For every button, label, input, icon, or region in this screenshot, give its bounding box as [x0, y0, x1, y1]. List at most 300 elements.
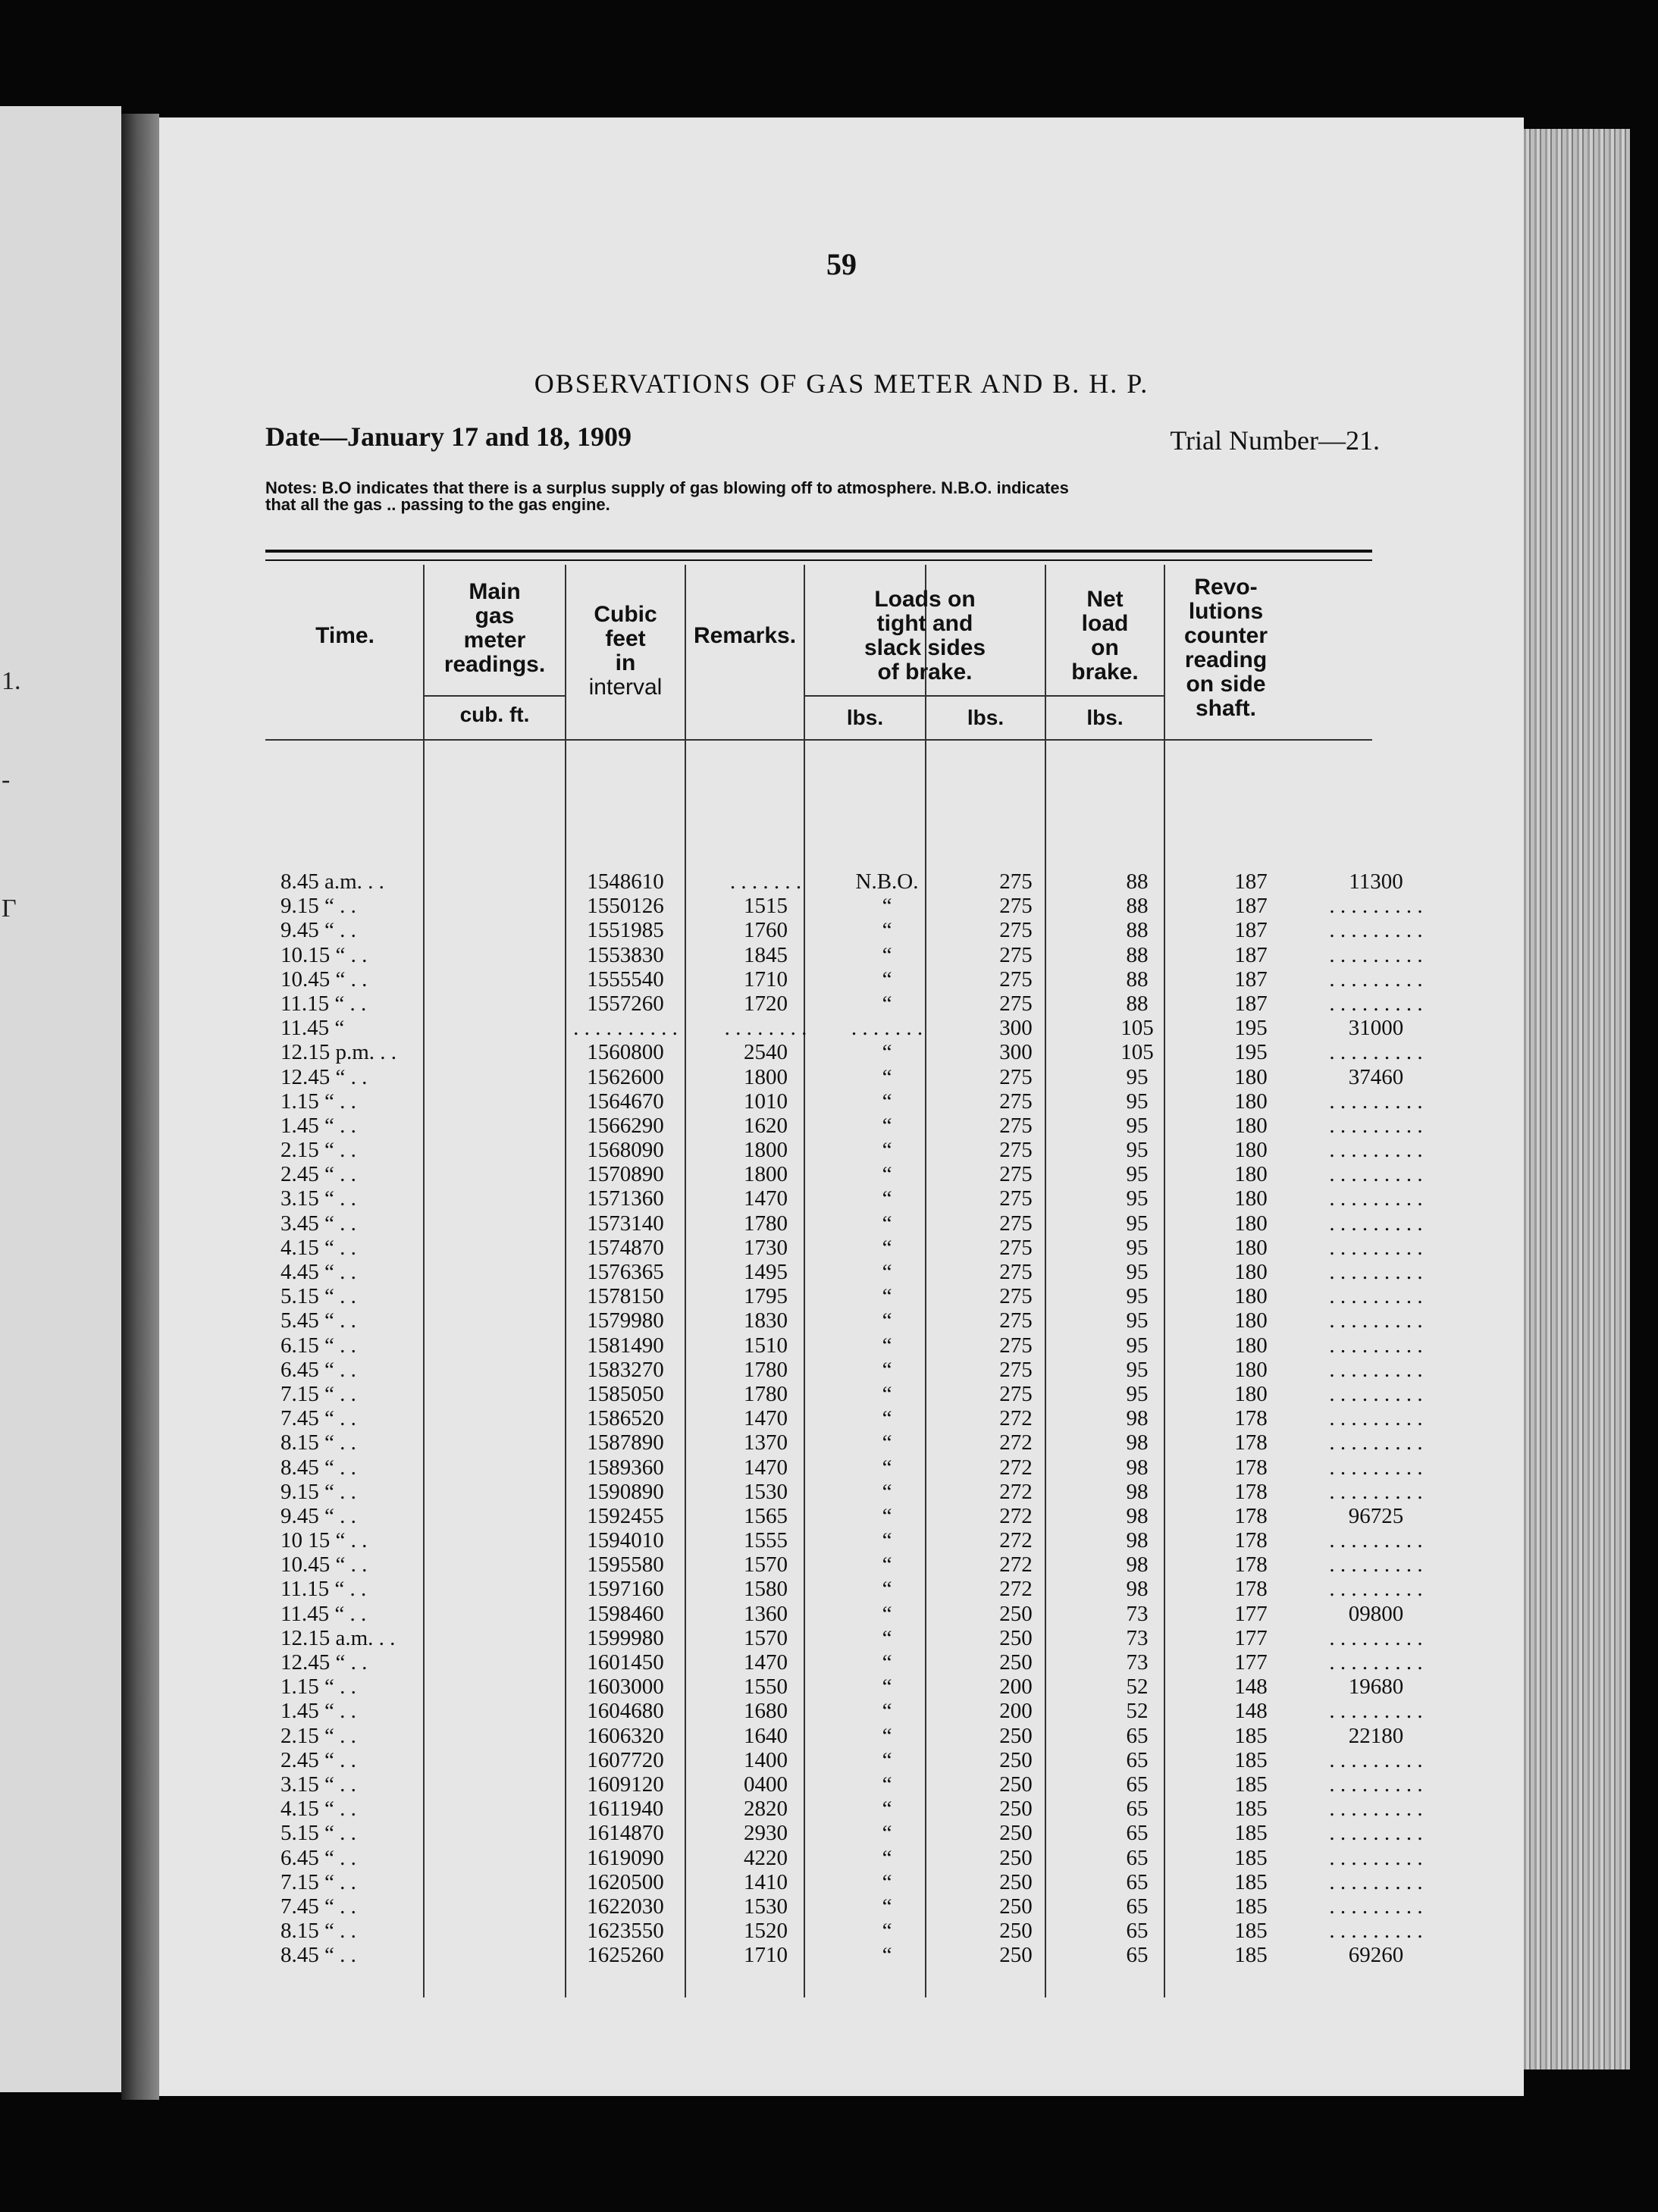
cell-meter: 1550126	[587, 894, 664, 919]
cell-cubic: 1720	[744, 991, 788, 1016]
cell-remarks: “	[882, 1333, 892, 1358]
cell-cubic: 1730	[744, 1235, 788, 1260]
cell-time: 1.15 “ . .	[281, 1089, 356, 1114]
cell-meter: 1578150	[587, 1284, 664, 1309]
table-row	[265, 1040, 1423, 1065]
left-page-fragment: 1.	[2, 667, 21, 695]
book-gutter	[121, 114, 159, 2100]
cell-slack: 65	[1126, 1869, 1149, 1894]
table-row	[265, 1260, 1423, 1284]
cell-net: 177	[1234, 1650, 1268, 1675]
cell-remarks: “	[882, 1260, 892, 1284]
cell-rev: . . . . . . . . .	[1329, 1381, 1423, 1406]
header-time: Time.	[315, 623, 375, 648]
cell-meter: 1548610	[587, 869, 664, 894]
cell-net: 178	[1234, 1430, 1268, 1455]
cell-tight: 275	[999, 1381, 1033, 1406]
cell-rev: . . . . . . . . .	[1329, 1333, 1423, 1358]
cell-time: 6.45 “ . .	[281, 1845, 356, 1870]
table-row	[265, 1528, 1423, 1553]
cell-slack: 105	[1120, 1040, 1154, 1065]
table-row	[265, 1577, 1423, 1602]
cell-time: 10 15 “ . .	[281, 1528, 368, 1553]
cell-remarks: “	[882, 1089, 892, 1114]
cell-rev: . . . . . . . . .	[1329, 1455, 1423, 1480]
header-loads: Loads on tight and slack sides of brake.	[863, 587, 986, 685]
cell-remarks: “	[882, 991, 892, 1016]
cell-remarks: “	[882, 1821, 892, 1846]
cell-time: 8.45 “ . .	[281, 1943, 356, 1968]
cell-meter: 1598460	[587, 1601, 664, 1626]
cell-cubic: 2820	[744, 1797, 788, 1822]
cell-time: 2.45 “ . .	[281, 1747, 356, 1772]
table-row	[265, 1284, 1423, 1309]
table-row	[265, 1064, 1404, 1089]
cell-time: 12.45 “ . .	[281, 1650, 368, 1675]
cell-net: 185	[1234, 1747, 1268, 1772]
cell-slack: 65	[1126, 1747, 1149, 1772]
cell-cubic: 1845	[744, 942, 788, 967]
cell-remarks: “	[882, 1040, 892, 1065]
cell-tight: 250	[999, 1747, 1033, 1772]
cell-rev: . . . . . . . . .	[1329, 1772, 1423, 1797]
table-row	[265, 1381, 1423, 1406]
cell-net: 178	[1234, 1577, 1268, 1602]
cell-rev: . . . . . . . . .	[1329, 1577, 1423, 1602]
cell-time: 8.45 a.m. . .	[281, 869, 384, 894]
cell-slack: 95	[1126, 1357, 1149, 1382]
cell-slack: 65	[1126, 1723, 1149, 1748]
cell-cubic: 1400	[744, 1747, 788, 1772]
cell-slack: 73	[1126, 1650, 1149, 1675]
cell-remarks: “	[882, 1919, 892, 1944]
cell-cubic: 1760	[744, 918, 788, 943]
table-row	[265, 1186, 1423, 1211]
cell-time: 4.15 “ . .	[281, 1797, 356, 1822]
cell-meter: 1589360	[587, 1455, 664, 1480]
table-top-rule	[265, 559, 1372, 561]
table-row	[265, 1845, 1423, 1870]
cell-tight: 275	[999, 1138, 1033, 1163]
trial-date: Date—January 17 and 18, 1909	[265, 421, 632, 452]
cell-net: 180	[1234, 1284, 1268, 1309]
cell-net: 178	[1234, 1406, 1268, 1431]
header-remarks: Remarks.	[693, 623, 797, 648]
cell-cubic: 1780	[744, 1211, 788, 1236]
cell-time: 7.15 “ . .	[281, 1381, 356, 1406]
table-row	[265, 1333, 1423, 1358]
cell-net: 180	[1234, 1381, 1268, 1406]
cell-tight: 275	[999, 1211, 1033, 1236]
cell-remarks: “	[882, 1503, 892, 1528]
cell-cubic: 1800	[744, 1162, 788, 1187]
cell-tight: 272	[999, 1430, 1033, 1455]
table-row	[265, 1308, 1423, 1333]
cell-meter: 1625260	[587, 1943, 664, 1968]
cell-meter: 1604680	[587, 1699, 664, 1724]
cell-remarks: “	[882, 1479, 892, 1504]
table-row	[265, 1601, 1404, 1626]
cell-time: 4.15 “ . .	[281, 1235, 356, 1260]
cell-rev: . . . . . . . . .	[1329, 1138, 1423, 1163]
notes-line: that all the gas .. passing to the gas engine.	[265, 495, 610, 514]
cell-rev: . . . . . . . . .	[1329, 1162, 1423, 1187]
cell-tight: 275	[999, 1235, 1033, 1260]
header-revolutions: Revo- lutions counter reading on side shaft.	[1183, 575, 1268, 721]
cell-meter: 1562600	[587, 1064, 664, 1089]
cell-cubic: 4220	[744, 1845, 788, 1870]
cell-time: 2.15 “ . .	[281, 1723, 356, 1748]
table-row	[265, 1797, 1423, 1822]
cell-net: 187	[1234, 918, 1268, 943]
cell-net: 180	[1234, 1162, 1268, 1187]
cell-tight: 272	[999, 1406, 1033, 1431]
cell-time: 9.15 “ . .	[281, 1479, 356, 1504]
cell-meter: 1601450	[587, 1650, 664, 1675]
cell-rev: . . . . . . . . .	[1329, 1552, 1423, 1578]
cell-meter: 1607720	[587, 1747, 664, 1772]
cell-remarks: “	[882, 1308, 892, 1333]
cell-net: 187	[1234, 894, 1268, 919]
cell-time: 5.45 “ . .	[281, 1308, 356, 1333]
cell-slack: 73	[1126, 1601, 1149, 1626]
cell-net: 180	[1234, 1064, 1268, 1089]
cell-tight: 200	[999, 1699, 1033, 1724]
cell-meter: 1599980	[587, 1625, 664, 1650]
cell-rev: . . . . . . . . .	[1329, 1406, 1423, 1431]
cell-cubic: 0400	[744, 1772, 788, 1797]
cell-tight: 250	[999, 1821, 1033, 1846]
cell-tight: 275	[999, 1284, 1033, 1309]
cell-net: 187	[1234, 869, 1268, 894]
header-meter: Main gas meter readings.	[443, 579, 546, 677]
cell-cubic: 1830	[744, 1308, 788, 1333]
cell-meter: 1555540	[587, 967, 664, 992]
cell-tight: 275	[999, 991, 1033, 1016]
notes-line: Notes: B.O indicates that there is a surplus supply of gas blowing off to atmosphere. N.B.O. indicates	[265, 478, 1069, 497]
table-row	[265, 1455, 1423, 1480]
cell-meter: 1595580	[587, 1552, 664, 1578]
cell-remarks: “	[882, 1772, 892, 1797]
table-row	[265, 1552, 1423, 1578]
table-row	[265, 991, 1423, 1016]
cell-time: 11.15 “ . .	[281, 991, 367, 1016]
cell-cubic: 1550	[744, 1675, 788, 1700]
cell-meter: 1583270	[587, 1357, 664, 1382]
left-page-fragment: Г	[2, 895, 17, 923]
cell-remarks: “	[882, 1430, 892, 1455]
cell-cubic: 1570	[744, 1552, 788, 1578]
cell-slack: 98	[1126, 1430, 1149, 1455]
cell-meter: 1557260	[587, 991, 664, 1016]
cell-meter: 1614870	[587, 1821, 664, 1846]
cell-slack: 73	[1126, 1625, 1149, 1650]
header-meter-unit: cub. ft.	[459, 703, 530, 726]
cell-meter: 1586520	[587, 1406, 664, 1431]
cell-time: 8.15 “ . .	[281, 1919, 356, 1944]
cell-meter: 1623550	[587, 1919, 664, 1944]
document-page	[159, 117, 1524, 2096]
cell-net: 148	[1234, 1699, 1268, 1724]
cell-slack: 98	[1126, 1479, 1149, 1504]
cell-slack: 98	[1126, 1528, 1149, 1553]
cell-tight: 275	[999, 1357, 1033, 1382]
cell-remarks: “	[882, 1577, 892, 1602]
cell-cubic: 1010	[744, 1089, 788, 1114]
cell-tight: 300	[999, 1016, 1033, 1041]
table-row	[265, 869, 1403, 894]
cell-slack: 95	[1126, 1308, 1149, 1333]
cell-time: 3.45 “ . .	[281, 1211, 356, 1236]
cell-tight: 250	[999, 1845, 1033, 1870]
page-stack-edge	[1524, 129, 1630, 2069]
cell-rev: . . . . . . . . .	[1329, 1357, 1423, 1382]
cell-remarks: “	[882, 1699, 892, 1724]
cell-slack: 98	[1126, 1552, 1149, 1578]
cell-slack: 52	[1126, 1675, 1149, 1700]
cell-time: 4.45 “ . .	[281, 1260, 356, 1284]
cell-tight: 272	[999, 1528, 1033, 1553]
cell-time: 6.45 “ . .	[281, 1357, 356, 1382]
cell-cubic: 1470	[744, 1455, 788, 1480]
cell-rev: . . . . . . . . .	[1329, 1089, 1423, 1114]
cell-net: 185	[1234, 1869, 1268, 1894]
table-top-rule	[265, 550, 1372, 553]
cell-net: 177	[1234, 1625, 1268, 1650]
cell-slack: 88	[1126, 918, 1149, 943]
cell-meter: 1573140	[587, 1211, 664, 1236]
cell-cubic: . . . . . . . .	[724, 1016, 807, 1041]
cell-net: 180	[1234, 1138, 1268, 1163]
cell-time: 10.45 “ . .	[281, 967, 368, 992]
cell-remarks: “	[882, 1747, 892, 1772]
cell-net: 178	[1234, 1455, 1268, 1480]
cell-cubic: 1710	[744, 1943, 788, 1968]
cell-tight: 275	[999, 942, 1033, 967]
cell-tight: 250	[999, 1723, 1033, 1748]
cell-slack: 95	[1126, 1333, 1149, 1358]
cell-slack: 88	[1126, 869, 1149, 894]
cell-cubic: 1710	[744, 967, 788, 992]
cell-rev: . . . . . . . . .	[1329, 1747, 1423, 1772]
cell-cubic: 1800	[744, 1138, 788, 1163]
cell-time: 6.15 “ . .	[281, 1333, 356, 1358]
cell-rev: 69260	[1348, 1943, 1404, 1968]
cell-net: 180	[1234, 1333, 1268, 1358]
header-rule	[1045, 695, 1164, 697]
cell-rev: 22180	[1348, 1723, 1404, 1748]
cell-remarks: “	[882, 1381, 892, 1406]
cell-cubic: 1470	[744, 1186, 788, 1211]
table-row	[265, 967, 1423, 992]
cell-remarks: “	[882, 1845, 892, 1870]
cell-time: 8.15 “ . .	[281, 1430, 356, 1455]
cell-cubic: 1520	[744, 1919, 788, 1944]
left-page-edge	[0, 106, 121, 2092]
cell-meter: 1579980	[587, 1308, 664, 1333]
table-row	[265, 1894, 1423, 1919]
table-row	[265, 1113, 1423, 1138]
cell-tight: 300	[999, 1040, 1033, 1065]
cell-rev: 09800	[1348, 1601, 1404, 1626]
cell-net: 187	[1234, 967, 1268, 992]
cell-remarks: “	[882, 1894, 892, 1919]
cell-remarks: “	[882, 1235, 892, 1260]
cell-remarks: “	[882, 1650, 892, 1675]
cell-slack: 88	[1126, 967, 1149, 992]
table-row	[265, 1479, 1423, 1504]
table-row	[265, 1357, 1423, 1382]
cell-remarks: “	[882, 1943, 892, 1968]
header-slack-unit: lbs.	[967, 706, 1005, 729]
cell-remarks: “	[882, 1406, 892, 1431]
cell-meter: 1587890	[587, 1430, 664, 1455]
cell-cubic: 1680	[744, 1699, 788, 1724]
table-row	[265, 1016, 1404, 1041]
table-row	[265, 894, 1423, 919]
cell-cubic: 1510	[744, 1333, 788, 1358]
cell-remarks: “	[882, 894, 892, 919]
cell-cubic: 2540	[744, 1040, 788, 1065]
cell-slack: 65	[1126, 1845, 1149, 1870]
cell-slack: 105	[1120, 1016, 1154, 1041]
cell-cubic: 1795	[744, 1284, 788, 1309]
cell-rev: . . . . . . . . .	[1329, 1186, 1423, 1211]
header-net-load: Net load on brake.	[1071, 587, 1139, 685]
cell-rev: . . . . . . . . .	[1329, 1211, 1423, 1236]
cell-tight: 250	[999, 1625, 1033, 1650]
cell-cubic: 1530	[744, 1894, 788, 1919]
cell-slack: 88	[1126, 991, 1149, 1016]
cell-cubic: 1565	[744, 1503, 788, 1528]
cell-time: 7.45 “ . .	[281, 1894, 356, 1919]
cell-slack: 95	[1126, 1211, 1149, 1236]
cell-net: 178	[1234, 1479, 1268, 1504]
cell-meter: 1553830	[587, 942, 664, 967]
cell-rev: . . . . . . . . .	[1329, 1430, 1423, 1455]
header-rule	[423, 695, 565, 697]
cell-time: 9.15 “ . .	[281, 894, 356, 919]
cell-tight: 250	[999, 1601, 1033, 1626]
cell-slack: 95	[1126, 1186, 1149, 1211]
cell-remarks: “	[882, 1211, 892, 1236]
cell-remarks: “	[882, 1357, 892, 1382]
cell-cubic: 1470	[744, 1650, 788, 1675]
table-row	[265, 1919, 1423, 1944]
cell-slack: 65	[1126, 1943, 1149, 1968]
cell-tight: 272	[999, 1479, 1033, 1504]
cell-cubic: 1515	[744, 894, 788, 919]
cell-slack: 95	[1126, 1113, 1149, 1138]
trial-number: Trial Number—21.	[1170, 425, 1380, 456]
page-title: OBSERVATIONS OF GAS METER AND B. H. P.	[534, 368, 1149, 399]
header-bottom-rule	[265, 739, 1372, 741]
cell-rev: . . . . . . . . .	[1329, 894, 1423, 919]
table-row	[265, 1821, 1423, 1846]
cell-net: 180	[1234, 1235, 1268, 1260]
cell-meter: 1594010	[587, 1528, 664, 1553]
cell-slack: 65	[1126, 1821, 1149, 1846]
cell-tight: 272	[999, 1552, 1033, 1578]
cell-rev: . . . . . . . . .	[1329, 918, 1423, 943]
cell-time: 10.45 “ . .	[281, 1552, 368, 1578]
cell-remarks: “	[882, 1528, 892, 1553]
cell-rev: . . . . . . . . .	[1329, 1650, 1423, 1675]
table-row	[265, 1235, 1423, 1260]
cell-tight: 250	[999, 1869, 1033, 1894]
cell-time: 12.45 “ . .	[281, 1064, 368, 1089]
cell-meter: 1571360	[587, 1186, 664, 1211]
cell-rev: . . . . . . . . .	[1329, 1845, 1423, 1870]
table-row	[265, 1503, 1404, 1528]
cell-remarks: “	[882, 967, 892, 992]
cell-rev: . . . . . . . . .	[1329, 1699, 1423, 1724]
cell-net: 177	[1234, 1601, 1268, 1626]
cell-time: 7.45 “ . .	[281, 1406, 356, 1431]
cell-net: 185	[1234, 1845, 1268, 1870]
cell-cubic: 1495	[744, 1260, 788, 1284]
cell-time: 2.15 “ . .	[281, 1138, 356, 1163]
cell-tight: 275	[999, 894, 1033, 919]
table-row	[265, 942, 1423, 967]
cell-tight: 250	[999, 1772, 1033, 1797]
page-number: 59	[826, 247, 857, 281]
cell-rev: 31000	[1348, 1016, 1404, 1041]
table-row	[265, 1138, 1423, 1163]
cell-tight: 275	[999, 1064, 1033, 1089]
cell-net: 180	[1234, 1357, 1268, 1382]
cell-remarks: “	[882, 1625, 892, 1650]
cell-rev: . . . . . . . . .	[1329, 1235, 1423, 1260]
cell-tight: 250	[999, 1919, 1033, 1944]
cell-time: 3.15 “ . .	[281, 1772, 356, 1797]
cell-slack: 95	[1126, 1284, 1149, 1309]
cell-remarks: “	[882, 1797, 892, 1822]
cell-slack: 88	[1126, 894, 1149, 919]
cell-slack: 98	[1126, 1577, 1149, 1602]
notes	[265, 480, 1387, 513]
table-row	[265, 1869, 1423, 1894]
cell-meter: 1570890	[587, 1162, 664, 1187]
header-rule	[804, 695, 1045, 697]
cell-rev: . . . . . . . . .	[1329, 1797, 1423, 1822]
cell-slack: 95	[1126, 1138, 1149, 1163]
cell-slack: 65	[1126, 1894, 1149, 1919]
cell-remarks: “	[882, 1552, 892, 1578]
cell-remarks: “	[882, 1723, 892, 1748]
cell-slack: 52	[1126, 1699, 1149, 1724]
cell-time: 8.45 “ . .	[281, 1455, 356, 1480]
cell-net: 180	[1234, 1211, 1268, 1236]
cell-remarks: “	[882, 1113, 892, 1138]
cell-remarks: “	[882, 1138, 892, 1163]
cell-cubic: 1580	[744, 1577, 788, 1602]
cell-tight: 250	[999, 1650, 1033, 1675]
cell-meter: 1574870	[587, 1235, 664, 1260]
cell-time: 5.15 “ . .	[281, 1821, 356, 1846]
cell-cubic: 1470	[744, 1406, 788, 1431]
cell-net: 178	[1234, 1503, 1268, 1528]
table-row	[265, 1430, 1423, 1455]
cell-net: 180	[1234, 1186, 1268, 1211]
cell-rev: . . . . . . . . .	[1329, 991, 1423, 1016]
cell-meter: 1564670	[587, 1089, 664, 1114]
cell-net: 180	[1234, 1308, 1268, 1333]
cell-cubic: 1640	[744, 1723, 788, 1748]
cell-cubic: 1620	[744, 1113, 788, 1138]
cell-slack: 65	[1126, 1797, 1149, 1822]
cell-tight: 275	[999, 1333, 1033, 1358]
